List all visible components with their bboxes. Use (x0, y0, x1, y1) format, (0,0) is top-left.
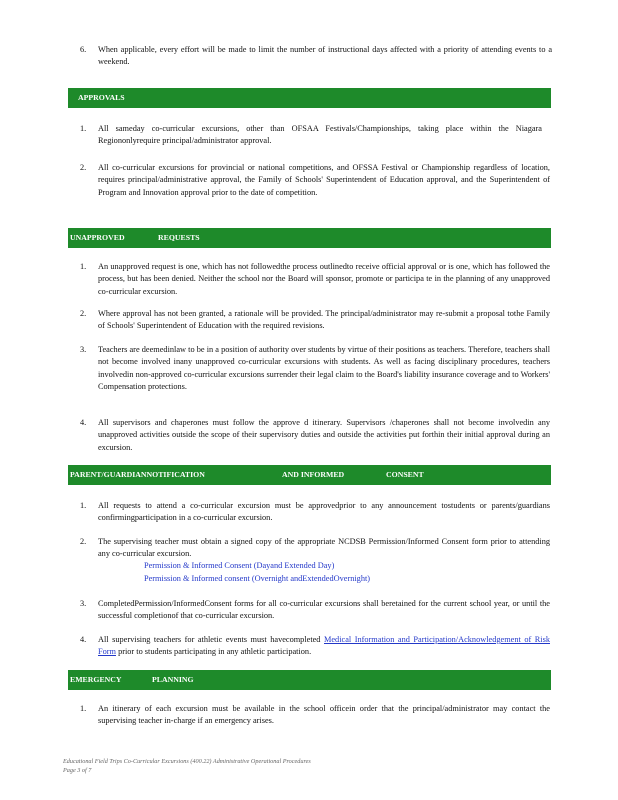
item-number: 3. (80, 345, 87, 354)
item-text-part: All supervising teachers for athletic events must havecompleted (98, 635, 321, 644)
item-number: 4. (80, 418, 87, 427)
form-name: Permission & Informed Consent (Dayand Extended Day) (144, 561, 335, 570)
item-number: 1. (80, 124, 87, 133)
heading-text: APPROVALS (78, 93, 125, 102)
section-heading-emergency-planning (68, 670, 551, 690)
form-name: Permission & Informed consent (Overnight andExtendedOvernight) (144, 574, 371, 583)
item-text: Where approval has not been granted, a rationale will be provided. The principal/administrator may re-submit a proposal tothe Family of Schools' Superintendent of Education with the required revisions. (98, 309, 550, 331)
section-heading-unapproved-requests (68, 228, 551, 248)
item-text: All requests to attend a co-curricular excursion must be approvedprior to any announcement tostudents or parents/guardians confirmingparticipation in a co-curricular excursion. (98, 501, 550, 523)
heading-text: CONSENT (386, 470, 424, 479)
item-text-part: prior to students participating in any athletic participation. (118, 647, 312, 657)
heading-text: PARENT/GUARDIANNOTIFICATION (70, 470, 205, 479)
form-list-item (134, 560, 334, 573)
item-text: All co-curricular excursions for provincial or national competitions, and OFSSA Festival or Championship regardless of location, requires principal/administrative approval, the Family of Schools' Superintendent of Education approval, and the Superintendent of Program and Innovation approval prior to the date of competition. (98, 163, 550, 197)
item-text: CompletedPermission/InformedConsent forms for all co-curricular excursions shall beretained for the current school year, or until the successful completionof that co-curricular excursion. (98, 599, 550, 621)
item-number: 1. (80, 501, 87, 510)
item-text: An itinerary of each excursion must be available in the school officein order that the principal/administrator may contact the supervising teacher in-charge if an emergency arises. (98, 704, 550, 726)
item-number: 4. (80, 635, 87, 644)
section-heading-parent-guardian-notification (68, 465, 551, 485)
item-text: The supervising teacher must obtain a signed copy of the appropriate NCDSB Permission/Informed Consent form prior to attending any co-curricular excursion. (98, 537, 550, 559)
item-text: When applicable, every effort will be made to limit the number of instructional days affected with a priority of attending events to a weekend. (98, 45, 552, 67)
footer (63, 758, 463, 775)
item-text (98, 634, 550, 659)
section-heading-approvals (68, 88, 551, 108)
item-number: 1. (80, 704, 87, 713)
page-number: Page 3 of 7 (63, 766, 92, 774)
item-text: Teachers are deemedinlaw to be in a position of authority over students by virtue of their positions as teachers. Therefore, teachers shall not become involved inany unapproved co-curricular excursions with students. As well as facing disciplinary procedures, teachers involvedin non-approved co-curricular excursions surrender their legal claim to the Board's liability insurance coverage and to Workers' Compensation protections. (98, 345, 550, 392)
item-number: 3. (80, 599, 87, 608)
heading-text: PLANNING (152, 675, 194, 684)
heading-text: AND INFORMED (282, 470, 345, 479)
footer-title: Educational Field Trips Co-Curricular Excursions (400.22) Administrative Operational Procedures (63, 758, 311, 765)
heading-text: EMERGENCY (70, 675, 122, 684)
heading-text: REQUESTS (158, 233, 200, 242)
item-text: All sameday co-curricular excursions, other than OFSAA Festivals/Championships, taking place within the Niagara Regiononlyrequire principal/administrator approval. (98, 124, 542, 146)
item-number: 6. (80, 45, 87, 54)
form-list-item (134, 573, 370, 586)
item-number: 2. (80, 309, 87, 318)
medical-information-form-link[interactable]: Medical Information and Participation/Acknowledgement of Risk Form (98, 635, 550, 657)
item-text: All supervisors and chaperones must follow the approve d itinerary. Supervisors /chaperones shall not become involvedin any unapproved activities outside the scope of their supervisory duties and outside the activities put forthin their initial approval during an excursion. (98, 418, 550, 452)
item-number: 1. (80, 262, 87, 271)
item-number: 2. (80, 163, 87, 172)
heading-text: UNAPPROVED (70, 233, 125, 242)
item-text: An unapproved request is one, which has not followedthe process outlinedto receive official approval or is one, which has followed the process, but has been denied. Neither the school nor the Board will sponsor, promote or participa te in the planning of any unapproved co-curricular excursion. (98, 262, 550, 296)
item-number: 2. (80, 537, 87, 546)
